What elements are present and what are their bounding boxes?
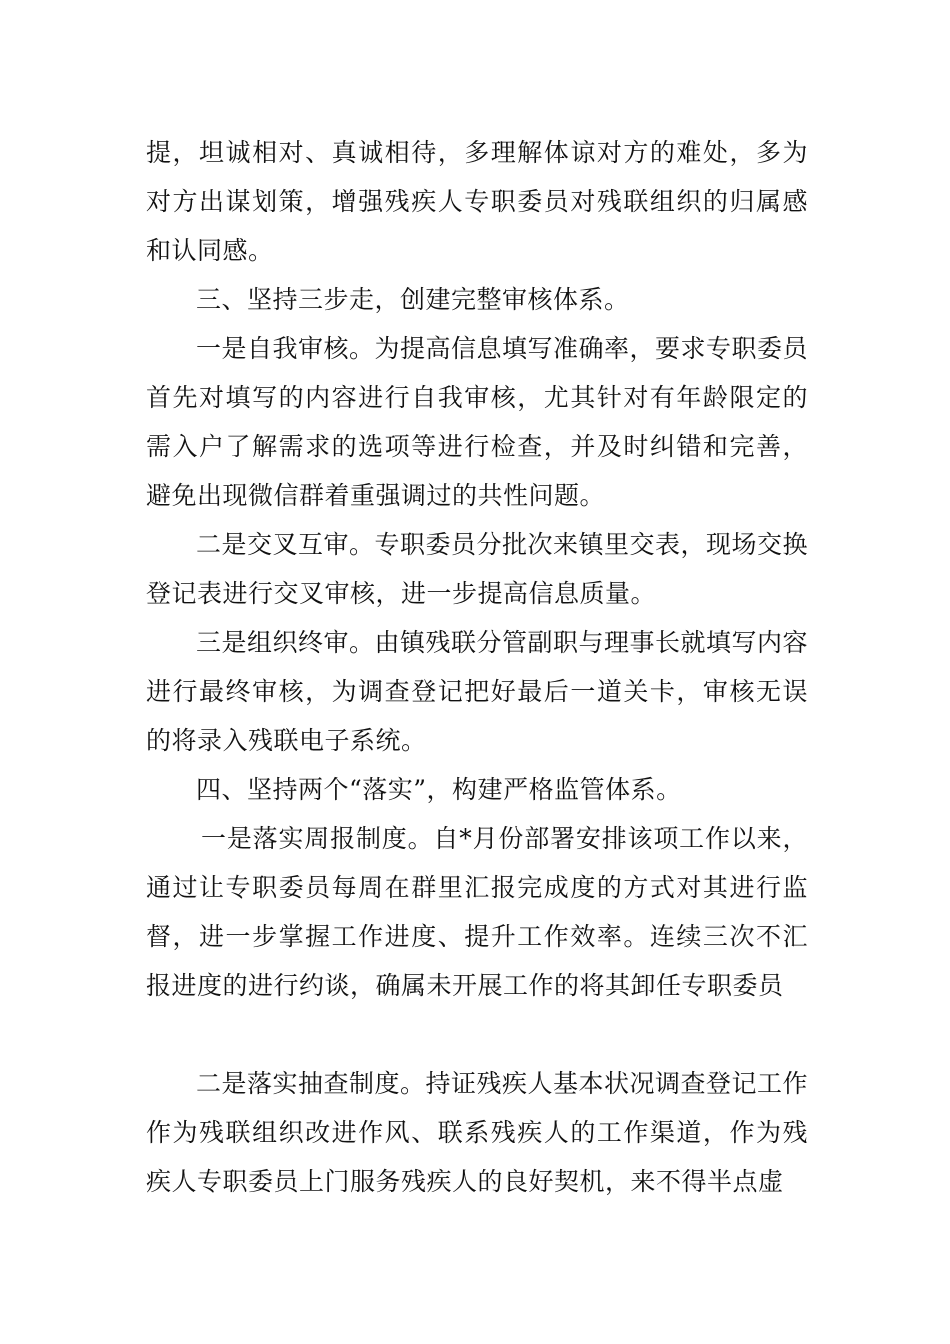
- blank-line: [146, 1010, 808, 1059]
- paragraph-continuation: 提，坦诚相对、真诚相待，多理解体谅对方的难处，多为对方出谋划策，增强残疾人专职委员对残联组织的归属感和认同感。: [146, 138, 808, 265]
- section-heading-three: 三、坚持三步走，创建完整审核体系。: [196, 285, 630, 314]
- paragraph-self-review: 一是自我审核。为提高信息填写准确率，要求专职委员首先对填写的内容进行自我审核，尤其针对有年龄限定的需入户了解需求的选项等进行检查，并及时纠错和完善，避免出现微信群着重强调过的共性问题。: [146, 334, 809, 510]
- document-body: [146, 128, 808, 1206]
- paragraph-final-review: 三是组织终审。由镇残联分管副职与理事长就填写内容进行最终审核，为调查登记把好最后一道关卡，审核无误的将录入残联电子系统。: [146, 628, 809, 755]
- section-heading-four: 四、坚持两个“落实”，构建严格监管体系。: [196, 775, 682, 804]
- paragraph-spot-check: 二是落实抽查制度。持证残疾人基本状况调查登记工作作为残联组织改进作风、联系残疾人的工作渠道，作为残疾人专职委员上门服务残疾人的良好契机，来不得半点虚: [146, 1069, 809, 1196]
- paragraph-cross-review: 二是交叉互审。专职委员分批次来镇里交表，现场交换登记表进行交叉审核，进一步提高信息质量。: [146, 530, 809, 608]
- paragraph-weekly-report: 一是落实周报制度。自*月份部署安排该项工作以来，通过让专职委员每周在群里汇报完成度的方式对其进行监督，进一步掌握工作进度、提升工作效率。连续三次不汇报进度的进行约谈，确属未开展工作的将其卸任专职委员: [146, 824, 808, 1000]
